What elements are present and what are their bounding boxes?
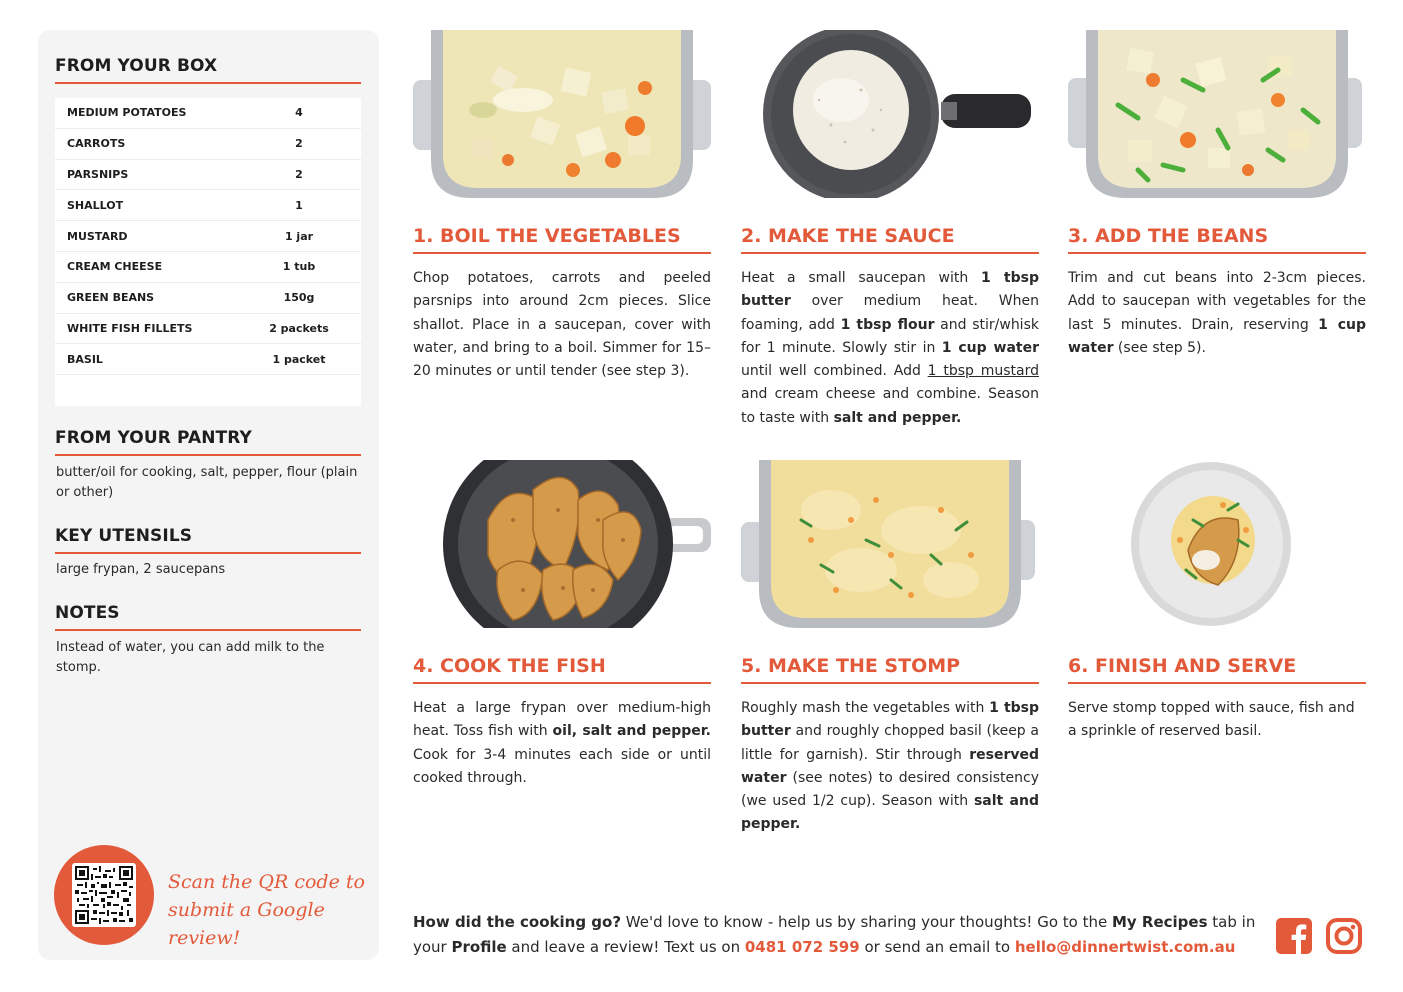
qr-badge[interactable]: [54, 845, 154, 945]
step-text-span: until well combined. Add: [741, 363, 928, 380]
ingredient-row: [55, 221, 361, 252]
step-text-span: and stir/whisk for 1 minute. Slowly stir in: [741, 316, 1039, 356]
sauce-pan-photo: [741, 30, 1039, 198]
step-text-span: over medium heat. When foaming, add: [741, 293, 1039, 333]
step-2-title: 2. MAKE THE SAUCE: [741, 225, 1039, 254]
qr-code-icon[interactable]: [72, 863, 136, 927]
step-4-text: [413, 697, 711, 790]
step-2-text: [741, 267, 1039, 430]
step-3-text: [1068, 267, 1366, 360]
ingredient-row: [55, 314, 361, 345]
step-text-bold: 1 cup water: [1068, 316, 1366, 356]
ingredient-row: [55, 344, 361, 375]
step-text-bold: 1 tbsp butter: [741, 270, 1039, 310]
utensils-text: large frypan, 2 saucepans: [56, 562, 226, 577]
step-6-text: [1068, 697, 1366, 744]
step-5-title: 5. MAKE THE STOMP: [741, 655, 1039, 684]
step-text-bold: 1 cup water: [941, 339, 1040, 356]
step-text-span: (see step 5).: [1113, 339, 1206, 356]
ingredient-row: [55, 252, 361, 283]
step-3-title: 3. ADD THE BEANS: [1068, 225, 1366, 254]
step-text-span: Chop potatoes, carrots and peeled parsnips into around 2cm pieces. Slice shallot. Place in a saucepan, cover with water, and bring to a boil. Simmer for 15–20 minutes or until tender (see step 3).: [413, 270, 711, 380]
email-link[interactable]: hello@dinnertwist.com.au: [1014, 938, 1236, 956]
ingredient-qty: 2 packets: [269, 321, 329, 335]
footer-my-recipes: My Recipes: [1111, 913, 1208, 931]
ingredient-row: [55, 129, 361, 160]
ingredient-name: SHALLOT: [67, 198, 124, 212]
notes-heading: NOTES: [55, 603, 361, 631]
step-5-text: [741, 697, 1039, 837]
ingredient-qty: 4: [295, 106, 303, 120]
step-text-span: Trim and cut beans into 2-3cm pieces. Add to saucepan with vegetables for the last 5 minutes. Drain, reserving: [1068, 270, 1366, 333]
step-4-title: 4. COOK THE FISH: [413, 655, 711, 684]
ingredient-row: [55, 283, 361, 314]
step-6-title: 6. FINISH AND SERVE: [1068, 655, 1366, 684]
qr-cta-line-2: submit a Google review!: [168, 899, 325, 949]
from-your-box-heading: FROM YOUR BOX: [55, 56, 361, 84]
ingredient-qty: 2: [295, 167, 303, 181]
ingredient-row: [55, 98, 361, 129]
footer-text: and leave a review! Text us on: [506, 938, 745, 956]
qr-cta-line-1: Scan the QR code to: [168, 871, 365, 893]
ingredient-name: BASIL: [67, 352, 103, 366]
step-text-span: Cook for 3-4 minutes each side or until cooked through.: [413, 746, 711, 786]
key-utensils-heading: KEY UTENSILS: [55, 526, 361, 554]
ingredient-row: [55, 160, 361, 191]
step-text-span: Heat a large frypan over medium-high heat. Toss fish with: [413, 700, 711, 740]
footer-question: How did the cooking go?: [413, 913, 622, 931]
step-text-span: (see notes) to desired consistency (we used 1/2 cup). Season with: [741, 769, 1039, 810]
step-text-bold: salt and pepper.: [833, 409, 962, 426]
ingredient-name: MUSTARD: [67, 229, 128, 243]
footer-text: We'd love to know - help us by sharing your thoughts! Go to the: [621, 913, 1112, 931]
ingredient-name: WHITE FISH FILLETS: [67, 321, 193, 335]
qr-call-to-action: [168, 868, 368, 952]
frying-fish-photo: [413, 460, 711, 628]
review-footer: [413, 910, 1263, 960]
footer-profile: Profile: [451, 938, 507, 956]
ingredient-name: PARSNIPS: [67, 167, 129, 181]
step-text-bold: 1 tbsp flour: [840, 316, 935, 333]
ingredient-qty: 1 tub: [282, 260, 316, 274]
step-1-text: [413, 267, 711, 383]
stomp-pot-photo: [741, 460, 1039, 628]
footer-text: tab in your: [413, 913, 1256, 956]
ingredient-qty: 1: [295, 198, 303, 212]
boiling-vegetables-photo: [413, 30, 711, 198]
step-text-span: and roughly chopped basil (keep a little for garnish). Stir through: [741, 723, 1039, 763]
sidebar: [38, 30, 379, 960]
step-1-title: 1. BOIL THE VEGETABLES: [413, 225, 711, 254]
footer-text: or send an email to: [859, 938, 1015, 956]
ingredient-name: MEDIUM POTATOES: [67, 106, 187, 120]
step-text-span: Serve stomp topped with sauce, fish and a sprinkle of reserved basil.: [1068, 700, 1355, 740]
facebook-icon[interactable]: [1275, 917, 1313, 955]
step-text-span: and cream cheese and combine. Season to taste with: [741, 386, 1039, 426]
plated-dish-photo: [1068, 460, 1366, 628]
ingredient-name: CARROTS: [67, 137, 126, 151]
phone-link[interactable]: 0481 072 599: [744, 938, 860, 956]
ingredient-qty: 150g: [283, 291, 315, 305]
ingredient-qty: 1 packet: [272, 352, 326, 366]
step-text-underlined: 1 tbsp mustard: [927, 363, 1040, 380]
instagram-icon[interactable]: [1325, 917, 1363, 955]
ingredient-table: [55, 98, 361, 406]
ingredient-qty: 2: [295, 137, 303, 151]
ingredient-qty: 1 jar: [284, 229, 314, 243]
ingredient-name: GREEN BEANS: [67, 291, 155, 305]
step-text-bold: oil, salt and pepper.: [552, 723, 711, 740]
step-text-bold: salt and pepper.: [741, 793, 1039, 833]
step-text-span: Roughly mash the vegetables with: [741, 700, 990, 716]
notes-text: Instead of water, you can add milk to the stomp.: [56, 640, 325, 675]
beans-pot-photo: [1068, 30, 1366, 198]
ingredient-name: CREAM CHEESE: [67, 260, 163, 274]
step-text-span: Heat a small saucepan with: [741, 270, 981, 286]
step-text-bold: reserved water: [741, 746, 1039, 786]
step-text-bold: 1 tbsp butter: [741, 700, 1040, 740]
ingredient-row: [55, 190, 361, 221]
pantry-text: butter/oil for cooking, salt, pepper, flour (plain or other): [56, 465, 358, 500]
from-your-pantry-heading: FROM YOUR PANTRY: [55, 428, 361, 456]
